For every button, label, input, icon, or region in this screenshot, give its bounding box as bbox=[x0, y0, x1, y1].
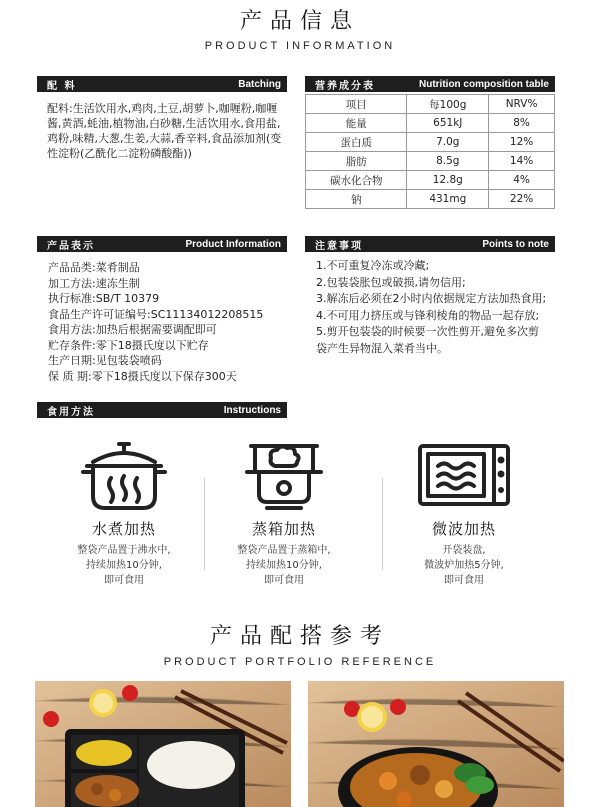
table-row bbox=[306, 95, 555, 114]
nutrient-amount: 12.8g bbox=[407, 171, 489, 190]
nutrient-amount: 651kJ bbox=[407, 114, 489, 133]
method-boil bbox=[44, 438, 204, 588]
notes-list bbox=[316, 258, 566, 357]
note-line: 袋产生异物混入菜肴当中。 bbox=[316, 341, 448, 355]
nutrient-name: 脂肪 bbox=[306, 152, 407, 171]
ingredients-header-en: Batching bbox=[238, 78, 281, 90]
nutrition-header-en: Nutrition composition table bbox=[419, 78, 549, 90]
table-row bbox=[306, 171, 555, 190]
instructions-header-zh: 食用方法 bbox=[47, 406, 95, 418]
note-line: 5.剪开包装袋的时候要一次性剪开,避免多次剪 bbox=[316, 325, 539, 338]
notes-header-en: Points to note bbox=[482, 238, 549, 250]
nutrient-amount: 每100g bbox=[407, 95, 489, 114]
food-photo-curry bbox=[308, 681, 564, 807]
nutrient-name: 钠 bbox=[306, 190, 407, 209]
detail-line: 食用方法:加热后根据需要调配即可 bbox=[48, 323, 217, 336]
method-microwave bbox=[384, 438, 544, 588]
nutrient-amount: 7.0g bbox=[407, 133, 489, 152]
detail-line: 加工方法:速冻生制 bbox=[48, 276, 140, 290]
detail-line: 产品品类:菜肴制品 bbox=[48, 261, 140, 274]
ingredients-header bbox=[37, 76, 287, 92]
detail-line: 保 质 期:零下18摄氏度以下保存300天 bbox=[48, 369, 237, 383]
detail-line: 生产日期:见包装袋喷码 bbox=[48, 354, 162, 367]
method-name: 微波加热 bbox=[431, 520, 496, 538]
notes-header-zh: 注意事项 bbox=[315, 240, 363, 252]
note-line: 2.包装袋胀包或破损,请勿信用; bbox=[316, 275, 466, 289]
note-line: 3.解冻后必须在2小时内依据规定方法加热食用; bbox=[316, 292, 547, 305]
table-row bbox=[306, 152, 555, 171]
nutrient-name: 能量 bbox=[306, 114, 407, 133]
nutrition-table bbox=[305, 94, 555, 209]
note-line: 4.不可用力挤压或与锋利棱角的物品一起存放; bbox=[316, 308, 540, 322]
nutrient-nrv: 12% bbox=[489, 133, 555, 152]
nutrition-header bbox=[305, 76, 555, 92]
product-info-title: 产品信息 bbox=[239, 9, 360, 34]
steamer-icon bbox=[239, 438, 329, 512]
nutrient-name: 蛋白质 bbox=[306, 133, 407, 152]
detail-line: 食品生产许可证编号:SC11134012208515 bbox=[48, 307, 264, 321]
product-details-header-zh: 产品表示 bbox=[47, 240, 95, 252]
notes-header bbox=[305, 236, 555, 252]
microwave-icon bbox=[416, 438, 512, 512]
method-name: 蒸箱加热 bbox=[251, 520, 316, 538]
product-details-header-en: Product Information bbox=[185, 238, 281, 250]
nutrient-nrv: 4% bbox=[489, 171, 555, 190]
nutrient-amount: 431mg bbox=[407, 190, 489, 209]
nutrient-name: 项目 bbox=[306, 95, 407, 114]
nutrition-header-zh: 营养成分表 bbox=[315, 80, 375, 92]
nutrient-name: 碳水化合物 bbox=[306, 171, 407, 190]
method-desc: 整袋产品置于沸水中, 持续加热10分钟, 即可食用 bbox=[77, 545, 171, 586]
method-desc: 整袋产品置于蒸箱中, 持续加热10分钟, 即可食用 bbox=[237, 545, 331, 586]
method-name: 水煮加热 bbox=[91, 520, 156, 538]
table-row bbox=[306, 114, 555, 133]
nutrient-nrv: 8% bbox=[489, 114, 555, 133]
instructions-header-en: Instructions bbox=[223, 404, 281, 416]
note-line: 1.不可重复冷冻或冷藏; bbox=[316, 259, 430, 272]
detail-line: 贮存条件:零下18摄氏度以下贮存 bbox=[48, 338, 209, 352]
method-desc: 开袋装盘, 微波炉加热5分钟, 即可食用 bbox=[424, 545, 504, 586]
table-row bbox=[306, 190, 555, 209]
nutrient-nrv: 22% bbox=[489, 190, 555, 209]
product-details-list bbox=[48, 260, 298, 384]
food-photo-bento bbox=[35, 681, 291, 807]
product-details-header bbox=[37, 236, 287, 252]
product-info-subtitle: PRODUCT INFORMATION bbox=[204, 40, 396, 52]
ingredients-header-zh: 配 料 bbox=[47, 80, 77, 92]
pot-icon bbox=[79, 438, 169, 512]
divider bbox=[382, 478, 383, 570]
nutrient-amount: 8.5g bbox=[407, 152, 489, 171]
table-row bbox=[306, 133, 555, 152]
method-steam bbox=[204, 438, 364, 588]
instructions-header bbox=[37, 402, 287, 418]
portfolio-subtitle: PRODUCT PORTFOLIO REFERENCE bbox=[163, 656, 437, 668]
detail-line: 执行标准:SB/T 10379 bbox=[48, 292, 160, 305]
nutrient-nrv: 14% bbox=[489, 152, 555, 171]
nutrient-nrv: NRV% bbox=[489, 95, 555, 114]
portfolio-title: 产品配搭参考 bbox=[209, 624, 390, 649]
ingredients-text: 配料:生活饮用水,鸡肉,土豆,胡萝卜,咖喱粉,咖喱酱,黄酒,蚝油,植物油,白砂糖,生活饮用水,食用盐,鸡粉,味精,大葱,生姜,大蒜,香辛料,食品添加剂(变性淀粉(乙酰化二淀粉磷酸酯)) bbox=[47, 102, 282, 160]
